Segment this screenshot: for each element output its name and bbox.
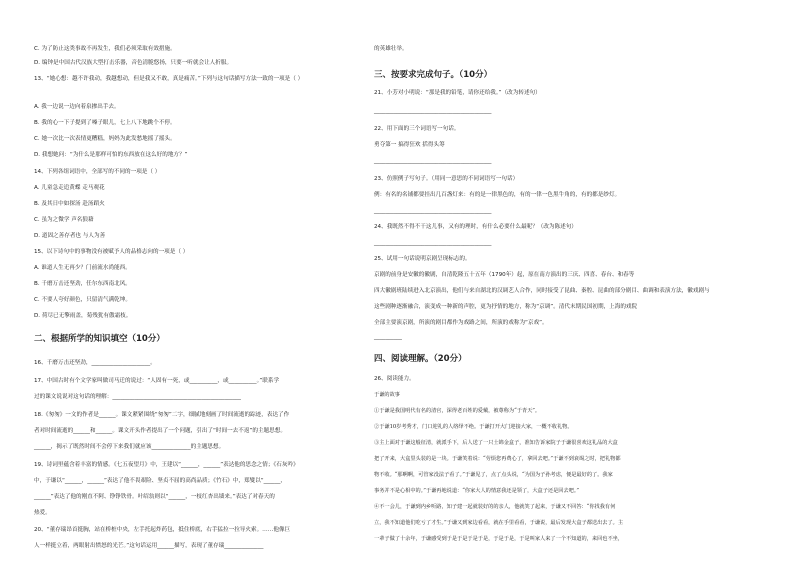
text-line: C. 为了防止这类事故不再发生，我们必须采取有效措施。 bbox=[34, 46, 176, 52]
section-4-title: 四、阅读理解。（20分） bbox=[374, 354, 467, 364]
answer-line: __________________________________________ bbox=[374, 240, 492, 246]
story-line: 一辈子做了十余年，于谦感受到于是于是于是于是，于是于是，于是叫家人来了一个不知道的，来回也不坐， bbox=[374, 536, 624, 542]
option: D. 荷尽已无擎雨盖，菊残犹有傲霜枝。 bbox=[34, 313, 132, 319]
section-3-title: 三、按要求完成句子。（10分） bbox=[374, 70, 493, 80]
text-line: 过的课文说说对这句话的理解：______________________________________________ bbox=[34, 394, 241, 400]
text-line: 热爱。 bbox=[34, 510, 51, 516]
story-title: 于谦的故事 bbox=[374, 392, 400, 398]
text-line: ______，揭示了既然时间不会停下来我们就应该______________的主题思想。 bbox=[34, 444, 225, 450]
text-line: 中，于谦以“______，______”表达了他不畏艰险、坚贞不屈的高尚品质；《竹石》中，郑燮以“______， bbox=[34, 478, 287, 484]
question-22: 22、用下面的三个词语写一句话。 bbox=[374, 126, 460, 132]
option: C. 她一次比一次表情更糟糕，妈妈为此发愁地摇了摇头。 bbox=[34, 136, 176, 142]
question-23: 23、仿照例子写句子。（用同一意思的不同词语写一句话） bbox=[374, 176, 519, 182]
question-20: 20、“董存瑞昂首挺胸，站在桥桩中央，左手托起炸药包，抵住桥底，右手猛拉一拉导火索。……他像巨 bbox=[34, 527, 291, 533]
question-26: 26、阅读能力。 bbox=[374, 376, 415, 382]
question-18: 18.《匆匆》一文的作者是______。课文紧紧围绕“匆匆”二字，细腻地刻画了时间流逝的踪迹，表达了作 bbox=[34, 412, 290, 418]
story-line: ②于谦10岁考秀才，门口迎礼的人络绎不绝。于谦打开大门迎接大家，一概不收礼物。 bbox=[374, 424, 573, 430]
story-line: 物不收。“那啊啊，可管家没法子看了。”于谦见了，点了点头说，“为国为子孙考虑，便是最好的了。我家 bbox=[374, 472, 613, 478]
question-14: 14、下列各组词语中，全部写的不同的一项是（ ） bbox=[34, 169, 161, 175]
option: C. 虽为之微学 声名狼藉 bbox=[34, 217, 94, 223]
option: A. 我一边说一边向着泉掺出手去。 bbox=[34, 104, 120, 110]
question-19: 19、诗词里蕴含着丰富的情感。《七五夜望月》中，王建以“______，______”表达他的思念之情；《石灰吟》 bbox=[34, 462, 299, 468]
answer-line: __________________________________________ bbox=[374, 208, 492, 214]
passage-line: 京剧的前身是安徽的徽剧，自清乾隆五十五年（1790年）起，原在南方演出的三庆、四喜、春台、和春等 bbox=[374, 272, 635, 278]
question-24: 24、我既然不得不干这儿事，又有的理时，有什么必要什么最呢？（改为陈述句） bbox=[374, 224, 577, 230]
passage-line: 全部主要演京剧，所演的剧目都作为戏路之间，所演的戏称为“京戏”。 bbox=[374, 320, 548, 326]
story-line: ①于谦是我国明代有名的清官，深得老百姓的爱戴，被尊称为“于青天”。 bbox=[374, 408, 541, 414]
text-line: ______”表达了他的刚直不阿、铮铮铁骨。叶绍翁则以“______，一枝红杏出墙来。”表达了对春天的 bbox=[34, 494, 275, 500]
answer-line: __________ bbox=[374, 334, 402, 340]
option: A. 谁道人生无再少？门前流水尚能西。 bbox=[34, 265, 131, 271]
story-line: ③主上面对于谦这般征清，就派手下，后人送了一只土锦金盒子，准知告诉家院子于谦很喜欢这礼品的大盒 bbox=[374, 440, 618, 446]
answer-line: __________________________________________ bbox=[374, 108, 492, 114]
question-21: 21、小芳对小明说：“那是我的铅笔，请你还给我。”（改为转述句） bbox=[374, 90, 541, 96]
question-13: 13、“她心想：越不许我动，我越想动，但是我又不敢，真是痛苦。”下列与这句话描写方法一致的一项是（ ） bbox=[34, 76, 304, 82]
story-line: 立，我不知道他们吃亏了才生。”于谦又到家边看看，就在手里看看，于谦说，最后发现大盒子都送出去了。主 bbox=[374, 520, 624, 526]
question-15: 15、以下诗句中的事物没有被赋予人的品格志向的一项是（ ） bbox=[34, 249, 189, 255]
option: D. 我想她问：“为什么是那样可怕的东西放在这么好的地方？” bbox=[34, 152, 188, 158]
option: D. 道固之善存者也 与人为善 bbox=[34, 233, 106, 239]
option: B. 我的心一下子提到了嗓子眼儿，七上八下地跳个不停。 bbox=[34, 120, 176, 126]
option: B. 千磨万击还坚劲，任尔东西南北风。 bbox=[34, 281, 131, 287]
text-line: 人一样挺立着，两眼射出愤怒的光芒。”这句话运用______描写，表现了董存瑞______________ bbox=[34, 543, 264, 549]
answer-line: __________________________________________ bbox=[374, 158, 492, 164]
example-line: 例：有名的名铺都要挂出几百盏灯来：有的是一律黑色的，有的一律一色黑牛角的，有的都是纱灯。 bbox=[374, 192, 621, 198]
story-line: 把了开来，大盒里头装的是一块。于谦笑着说：“劳烦您再费心了，拿回去吧。”于谦不到衰竭之时，把礼物都 bbox=[374, 456, 621, 462]
section-2-title: 二、根据所学的知识填空（10分） bbox=[34, 334, 165, 344]
question-17: 17、中国古时有个文学家叫做司马迁的说过：“人固有一死，或__________，或__________。”联系学 bbox=[34, 378, 280, 384]
passage-line: 四大徽剧班陆续进入北京演出，他们与来自湖北的汉调艺人合作，同时接受了昆曲、秦腔、昆曲的部分剧目、曲调和表演方法，徽戏剧与 bbox=[374, 288, 710, 294]
option: B. 及其日中如探汤 赴汤蹈火 bbox=[34, 201, 105, 207]
question-25: 25、试用一句话说明京剧呈现标志的。 bbox=[374, 256, 471, 262]
word-list: 勇夺第一 搞得狂欢 括得头筹 bbox=[374, 142, 445, 148]
story-line: ④不一会儿，于谦到内乡听路，知子建一起就装好的的亲人，他就笑了起来，于谦又不回答：“你找我有何 bbox=[374, 504, 616, 510]
text-line: 者对时间流逝的______和______。课文开头作者提出了一个问题，引出了“时间一去不返”的主题思想。 bbox=[34, 428, 286, 434]
story-line: 事务并不是心相中的。”于谦再地说道：“你家大人的情意我还是领了，大盒子还是回去吧。” bbox=[374, 488, 580, 494]
passage-line: 这些剧种逐渐融合，演变成一种新的声腔，更为抒情的地方，称为“京调”。清代末期民国初期，上海的戏院 bbox=[374, 304, 638, 310]
option: C. 不要人夸好颜色，只留清气满乾坤。 bbox=[34, 297, 131, 303]
text-line: 的英雄壮举。 bbox=[374, 46, 408, 52]
option: A. 儿童急走追黄蝶 走马观花 bbox=[34, 185, 105, 191]
question-16: 16、千磨万击还坚劲，_____________________。 bbox=[34, 360, 156, 366]
text-line: D. 编钟是中国古代汉族大型打击乐器，音色清脆悠扬，只要一听就会让人折服。 bbox=[34, 60, 233, 66]
